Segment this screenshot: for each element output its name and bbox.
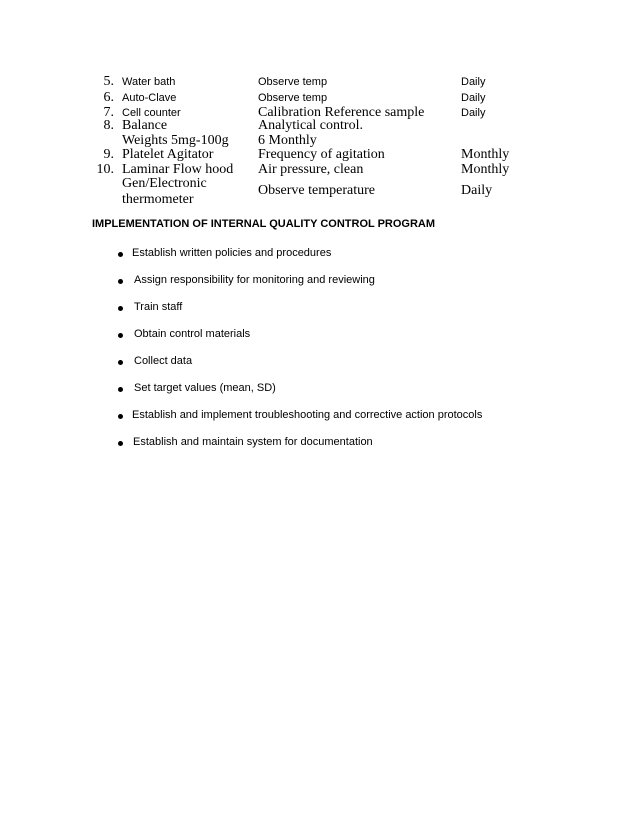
list-item-text: Establish and maintain system for documentation [133, 436, 373, 448]
frequency-cell: Daily [461, 76, 486, 88]
frequency-cell: Monthly [461, 147, 510, 162]
row-number: 5. [103, 74, 114, 89]
check-cell: Observe temp [258, 76, 328, 88]
equipment-cell: Platelet Agitator [122, 147, 214, 162]
check-cell: Calibration Reference sample [258, 105, 425, 120]
row-number: 9. [103, 147, 114, 162]
check-cell-line2: 6 Monthly [258, 133, 317, 148]
list-item-text: Assign responsibility for monitoring and reviewing [134, 274, 375, 286]
equipment-cell-line2: thermometer [122, 192, 194, 207]
section-heading: IMPLEMENTATION OF INTERNAL QUALITY CONTROL PROGRAM [92, 218, 436, 230]
equipment-cell: Auto-Clave [122, 92, 177, 104]
check-cell: Observe temperature [258, 183, 375, 198]
check-cell: Analytical control. [258, 118, 363, 133]
equipment-cell: Water bath [122, 76, 176, 88]
check-cell: Observe temp [258, 92, 328, 104]
list-item-text: Obtain control materials [134, 328, 251, 340]
equipment-cell: Cell counter [122, 107, 181, 119]
bullet-icon [118, 333, 123, 338]
row-number: 8. [103, 118, 114, 133]
bullet-icon [118, 414, 123, 419]
bullet-icon [118, 441, 123, 446]
equipment-cell: Balance [122, 118, 168, 133]
check-cell: Air pressure, clean [258, 162, 364, 177]
list-item-text: Train staff [134, 301, 183, 313]
frequency-cell: Daily [461, 107, 486, 119]
frequency-cell: Monthly [461, 162, 510, 177]
bullet-icon [118, 306, 123, 311]
check-cell: Frequency of agitation [258, 147, 385, 162]
list-item-text: Set target values (mean, SD) [134, 382, 276, 394]
row-number: 10. [96, 162, 114, 177]
frequency-cell: Daily [461, 183, 493, 198]
bullet-icon [118, 252, 123, 257]
equipment-cell-line2: Weights 5mg-100g [122, 133, 229, 148]
list-item-text: Establish and implement troubleshooting and corrective action protocols [132, 409, 483, 421]
list-item-text: Establish written policies and procedures [132, 247, 332, 259]
bullet-icon [118, 360, 123, 365]
equipment-cell: Laminar Flow hood [122, 162, 234, 177]
bullet-icon [118, 387, 123, 392]
row-number: 6. [103, 90, 114, 105]
list-item-text: Collect data [134, 355, 193, 367]
row-number: 7. [103, 105, 114, 120]
equipment-cell: Gen/Electronic [122, 176, 207, 191]
bullet-icon [118, 279, 123, 284]
frequency-cell: Daily [461, 92, 486, 104]
